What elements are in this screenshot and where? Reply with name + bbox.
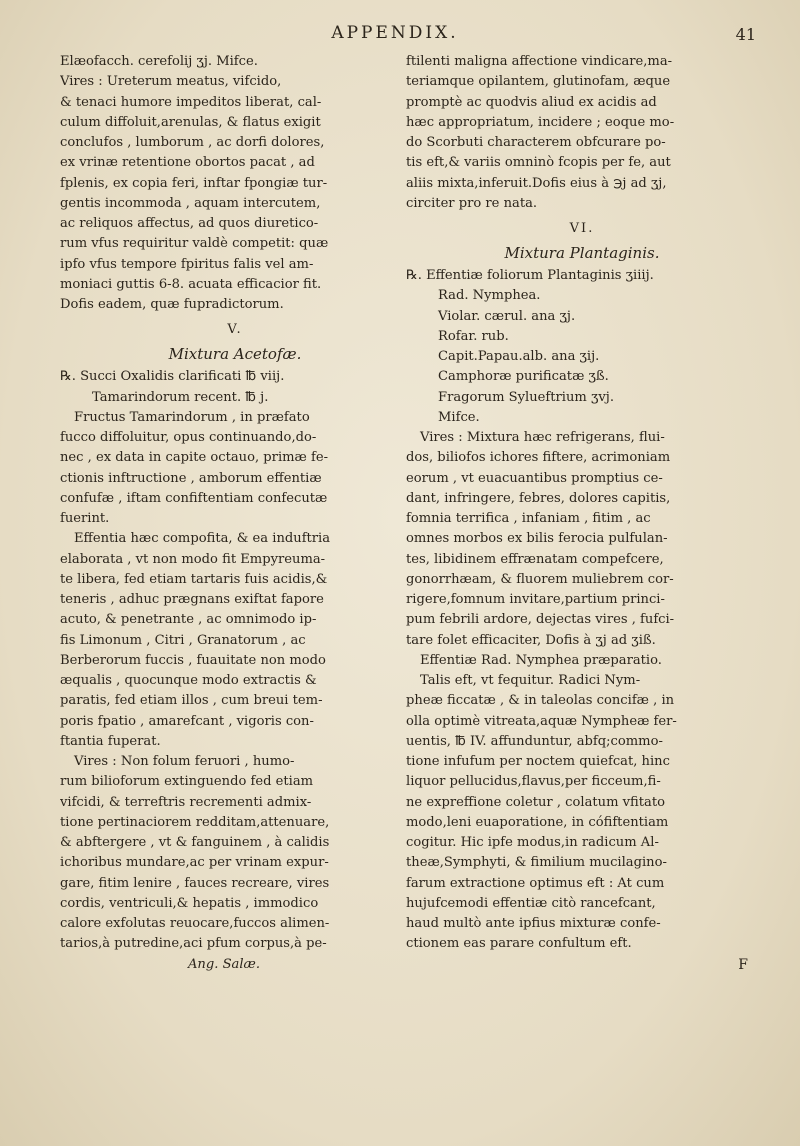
text-line: omnes morbos ex bilis ferocia pulfulan- [406, 531, 668, 547]
text-line: pheæ ficcatæ , & in taleolas concifæ , in [406, 693, 675, 709]
text-line: dos, biliofos ichores fiftere, acrimoniam [406, 450, 671, 466]
text-line: Dofis eadem, quæ fupradictorum. [60, 297, 284, 312]
right-text-block-1 [406, 52, 758, 214]
recipe-line: ℞. Effentiæ foliorum Plantaginis ʒiiij. [406, 268, 654, 283]
text-line: ac reliquos affectus, ad quos diuretico- [60, 216, 319, 231]
text-line: gare, fitim lenire , fauces recreare, vires [60, 875, 330, 891]
text-line: tione infufum per noctem quiefcat, hinc [406, 754, 670, 769]
text-line: moniaci guttis 6-8. acuata efficacior fit. [60, 276, 322, 292]
text-line: vifcidi, & terreftris recrementi admix- [60, 794, 312, 810]
text-line: ne expreffione coletur , colatum vfitato [406, 794, 666, 810]
text-line: culum diffoluit,arenulas, & flatus exigit [60, 114, 321, 130]
text-line: ctionem eas parare confultum eft. [406, 936, 632, 952]
running-head: APPENDIX. [331, 23, 459, 43]
text-line: liquor pellucidus,flavus,per ficceum,fi- [406, 774, 661, 790]
page-header [0, 20, 800, 46]
text-line: poris fpatio , amarefcant , vigoris con- [60, 713, 314, 729]
text-line: fplenis, ex copia feri, inftar fpongiæ tur- [60, 175, 328, 191]
text-line: nec , ex data in capite octauo, primæ fe- [60, 450, 329, 466]
text-line: rigere,fomnum invitare,partium princi- [406, 592, 665, 607]
text-line: theæ,Symphyti, & fimilium mucilagino- [406, 855, 667, 871]
text-line: tione pertinaciorem redditam,attenuare, [60, 814, 330, 830]
text-line: gonorrhæam, & fluorem muliebrem cor- [406, 571, 674, 587]
text-line: calore exfolutas reuocare,fuccos alimen- [60, 916, 330, 931]
text-line: fomnia terrifica , infaniam , fitim , ac [406, 511, 651, 526]
text-line: ftilenti maligna affectione vindicare,ma- [406, 54, 673, 69]
section-title-mixtura-plantaginis: Mixtura Plantaginis. [504, 244, 660, 262]
recipe-line: Fragorum Sylueftrium ʒvj. [438, 389, 614, 405]
text-line: gentis incommoda , aquam intercutem, [60, 195, 321, 211]
signature-mark: F [738, 956, 748, 973]
right-text-block-2 [406, 428, 758, 955]
recipe-line: Tamarindorum recent. ℔ j. [92, 389, 269, 405]
text-line: eorum , vt euacuantibus promptius ce- [406, 470, 663, 486]
text-line: Effentia hæc compofita, & ea induftria [74, 531, 331, 547]
left-text-block-2 [60, 408, 410, 955]
text-line: do Scorbuti characterem obfcurare po- [406, 135, 666, 150]
text-line: uentis, ℔ IV. affunduntur, abfq;commo- [406, 733, 663, 749]
text-line: cordis, ventriculi,& hepatis , immodico [60, 895, 319, 911]
left-column [60, 52, 410, 975]
text-line: ftantia fuperat. [60, 733, 161, 749]
section-number-vi: VI. [569, 221, 595, 236]
recipe-line: Violar. cærul. ana ʒj. [438, 308, 576, 324]
text-line: circiter pro re nata. [406, 195, 538, 211]
text-line: fucco diffoluitur, opus continuando,do- [60, 430, 317, 445]
text-line: modo,leni euaporatione, in cófiftentiam [406, 814, 669, 830]
text-line: teneris , adhuc prægnans exiftat fapore [60, 592, 324, 607]
text-line: Vires : Ureterum meatus, vifcido, [60, 74, 282, 90]
text-line: æqualis , quocunque modo extractis & [60, 673, 317, 688]
text-line: confufæ , iftam confiftentiam confecutæ [60, 490, 328, 506]
left-text-block-1 [60, 52, 410, 315]
text-line: conclufos , lumborum , ac dorfi dolores, [60, 135, 325, 150]
text-line: fis Limonum , Citri , Granatorum , ac [60, 632, 306, 648]
text-line: tare folet efficaciter, Dofis à ʒj ad ʒiß. [406, 632, 656, 648]
text-line: rum vfus requiritur valdè competit: quæ [60, 236, 329, 252]
recipe-line: ℞. Succi Oxalidis clarificati ℔ viij. [60, 369, 285, 385]
text-line: fuerint. [60, 511, 110, 526]
text-line: Berberorum fuccis , fuauitate non modo [60, 652, 326, 668]
text-line: Talis eft, vt fequitur. Radici Nym- [420, 673, 641, 688]
catchword: Ang. Salæ. [187, 956, 260, 972]
text-line: elaborata , vt non modo fit Empyreuma- [60, 551, 326, 567]
text-line: & tenaci humore impeditos liberat, cal- [60, 94, 322, 110]
recipe-line: Capit.Papau.alb. ana ʒij. [438, 349, 600, 364]
section-title-mixtura-acetosae: Mixtura Acetofæ. [168, 345, 302, 364]
text-line: ex vrinæ retentione obortos pacat , ad [60, 155, 315, 171]
text-line: hujufcemodi effentiæ citò rancefcant, [406, 895, 656, 911]
text-line: haud multò ante ipfius mixturæ confe- [406, 916, 661, 931]
text-line: ichoribus mundare,ac per vrinam expur- [60, 855, 329, 871]
text-line: Vires : Mixtura hæc refrigerans, flui- [420, 430, 665, 445]
text-line: pum febrili ardore, dejectas vires , fufci- [406, 612, 675, 628]
text-line: paratis, fed etiam illos , cum breui tem- [60, 693, 323, 709]
text-line: rum bilioforum extinguendo fed etiam [60, 774, 314, 790]
recipe-line: Rad. Nymphea. [438, 288, 541, 304]
section-number-v: V. [227, 322, 243, 338]
text-line: dant, infringere, febres, dolores capitis, [406, 490, 671, 506]
text-line: tis eft,& variis omninò fcopis per fe, aut [406, 155, 671, 171]
text-line: promptè ac quodvis aliud ex acidis ad [406, 94, 657, 110]
text-line: te libera, fed etiam tartaris fuis acidis,& [60, 571, 328, 587]
text-line: aliis mixta,inferuit.Dofis eius à ℈j ad ʒj, [406, 175, 667, 191]
recipe-line: Rofar. rub. [438, 328, 509, 344]
right-column [406, 52, 758, 975]
text-line: hæc appropriatum, incidere ; eoque mo- [406, 114, 675, 130]
recipe-line: Mifce. [438, 409, 480, 425]
text-line: ctionis inftructione , amborum effentiæ [60, 470, 322, 486]
text-line: & abftergere , vt & fanguinem , à calidis [60, 835, 330, 850]
text-line: Effentiæ Rad. Nymphea præparatio. [420, 652, 662, 668]
recipe-line: Camphoræ purificatæ ʒß. [438, 369, 609, 385]
recipe-block [406, 266, 758, 428]
text-line: olla optimè vitreata,aquæ Nympheæ fer- [406, 713, 677, 729]
text-line: Vires : Non folum feruori , humo- [74, 754, 295, 769]
page-number: 41 [735, 25, 756, 44]
text-line: tes, libidinem effrænatam compefcere, [406, 551, 664, 567]
text-line: ipfo vfus tempore fpiritus falis vel am- [60, 256, 314, 272]
text-line: Elæofacch. cerefolij ʒj. Mifce. [60, 54, 258, 69]
text-line: tarios,à putredine,aci pfum corpus,à pe- [60, 936, 327, 952]
text-line: acuto, & penetrante , ac omnimodo ip- [60, 612, 317, 628]
text-line: cogitur. Hic ipfe modus,in radicum Al- [406, 835, 659, 850]
text-line: Fructus Tamarindorum , in præfato [74, 409, 310, 425]
text-line: teriamque opilantem, glutinofam, æque [406, 74, 671, 90]
text-line: farum extractione optimus eft : At cum [406, 875, 665, 891]
